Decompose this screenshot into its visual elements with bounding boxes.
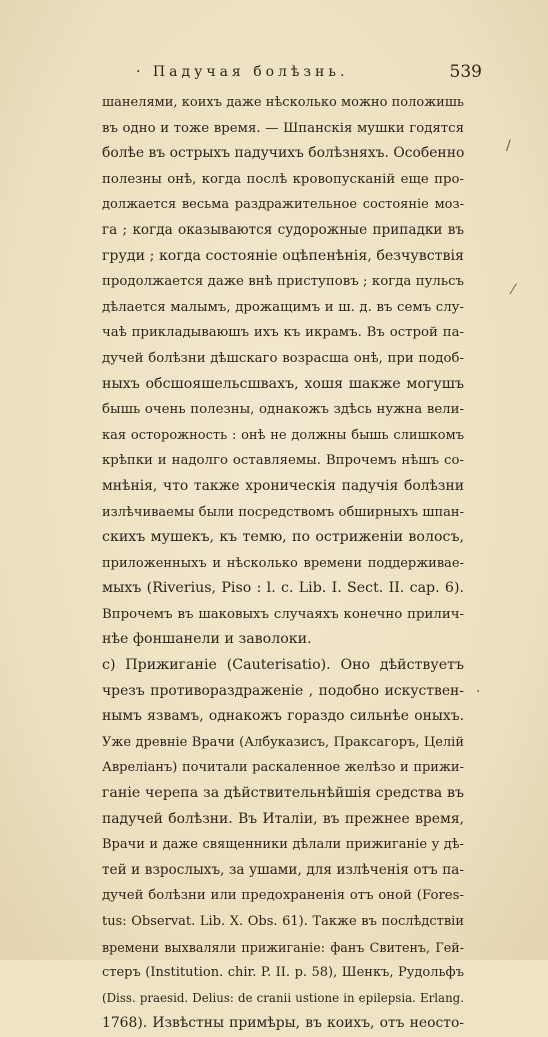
text-line: tus: Observat. Lib. X. Obs. 61). Также въ послѣдствіи xyxy=(102,914,464,929)
text-line: 1768). Извѣстны примѣры, въ коихъ, отъ неосто- xyxy=(102,1015,464,1032)
text-line: продолжается даже внѣ приступовъ ; когда пульсъ xyxy=(102,274,464,290)
running-head xyxy=(100,64,508,86)
text-line: с) Прижиганіе (Cauterisatio). Оно дѣйствуетъ xyxy=(102,657,464,674)
text-line: дучей болѣзни дѣшскаго возрасша онѣ, при подоб- xyxy=(102,350,464,366)
text-line: груди ; когда состояніе оцѣпенѣнія, безчувствія xyxy=(102,247,464,264)
text-line: тей и взрослыхъ, за ушами, для излѣченія отъ па- xyxy=(102,861,464,878)
text-line: ганіе черепа за дѣйствительнѣйшія средства въ xyxy=(102,785,464,802)
text-line: приложенныхъ и нѣсколько времени поддерживае- xyxy=(102,555,464,571)
text-line: кая осторожность : онѣ не должны бышь слишкомъ xyxy=(102,427,464,443)
text-line: болѣе въ острыхъ падучихъ болѣзняхъ. Особенно xyxy=(102,145,465,162)
text-line: га ; когда оказываются судорожные припадки въ xyxy=(102,221,464,238)
text-line: въ одно и тоже время. — Шпанскія мушки годятся xyxy=(102,120,464,136)
text-line: ныхъ обсшояшельсшвахъ, хошя шакже могушъ xyxy=(102,375,464,392)
margin-pencil-mark: ⁄ xyxy=(512,282,515,298)
text-line: дѣлается малымъ, дрожащимъ и ш. д. въ семъ слу- xyxy=(102,299,464,315)
text-line: скихъ мушекъ, къ темю, по остриженіи волосъ, xyxy=(102,529,464,546)
text-line: Уже древніе Врачи (Албуказисъ, Праксагоръ, Целій xyxy=(102,734,464,750)
text-line: чрезъ противораздраженіе , подобно искуствен- xyxy=(102,682,464,699)
text-line: излѣчиваемы были посредствомъ обширныхъ шпан- xyxy=(102,504,464,520)
margin-pencil-mark: / xyxy=(506,138,511,154)
running-title: · Падучая болѣзнь. xyxy=(136,64,349,80)
text-line: времени выхваляли прижиганіе: фанъ Свитенъ, Гей- xyxy=(102,939,464,955)
text-line: Врачи и даже священники дѣлали прижиганіе у дѣ- xyxy=(102,837,464,853)
page-number: 539 xyxy=(449,62,482,82)
text-line: (Diss. praesid. Delius: de cranii ustione in epilepsia. Erlang. xyxy=(102,990,464,1005)
text-line: должается весьма раздражительное состояніе моз- xyxy=(102,197,464,213)
text-line: стеръ (Institution. chir. P. II. p. 58), Шенкъ, Рудольфъ xyxy=(102,965,464,981)
text-line: падучей болѣзни. Въ Италіи, въ прежнее время, xyxy=(102,810,464,827)
text-line: Авреліанъ) почитали раскаленное желѣзо и прижи- xyxy=(102,760,464,776)
text-line: Впрочемъ въ шаковыхъ случаяхъ конечно прилич- xyxy=(102,606,464,622)
text-line: бышь очень полезны, однакожъ здѣсь нужна вели- xyxy=(102,402,464,418)
text-line: мыхъ (Riverius, Piso : l. c. Lib. I. Sect. II. cap. 6). xyxy=(102,580,464,597)
text-line: полезны онѣ, когда послѣ кровопусканій еще про- xyxy=(102,171,464,187)
text-line: чаѣ прикладываюшъ ихъ къ икрамъ. Въ острой па- xyxy=(102,325,464,341)
text-line: нѣе фоншанели и заволоки. xyxy=(102,631,312,648)
body-text xyxy=(102,90,464,1037)
margin-pencil-mark: · xyxy=(476,684,481,700)
text-line: мнѣнія, что также хроническія падучія болѣзни xyxy=(102,477,464,494)
text-line: нымъ язвамъ, однакожъ гораздо сильнѣе оныхъ. xyxy=(102,708,464,725)
text-line: крѣпки и надолго оставляемы. Впрочемъ нѣшъ со- xyxy=(102,453,464,469)
text-line: шанелями, коихъ даже нѣсколько можно положишь xyxy=(102,95,464,110)
text-line: дучей болѣзни или предохраненія отъ оной (Fores- xyxy=(102,888,464,904)
